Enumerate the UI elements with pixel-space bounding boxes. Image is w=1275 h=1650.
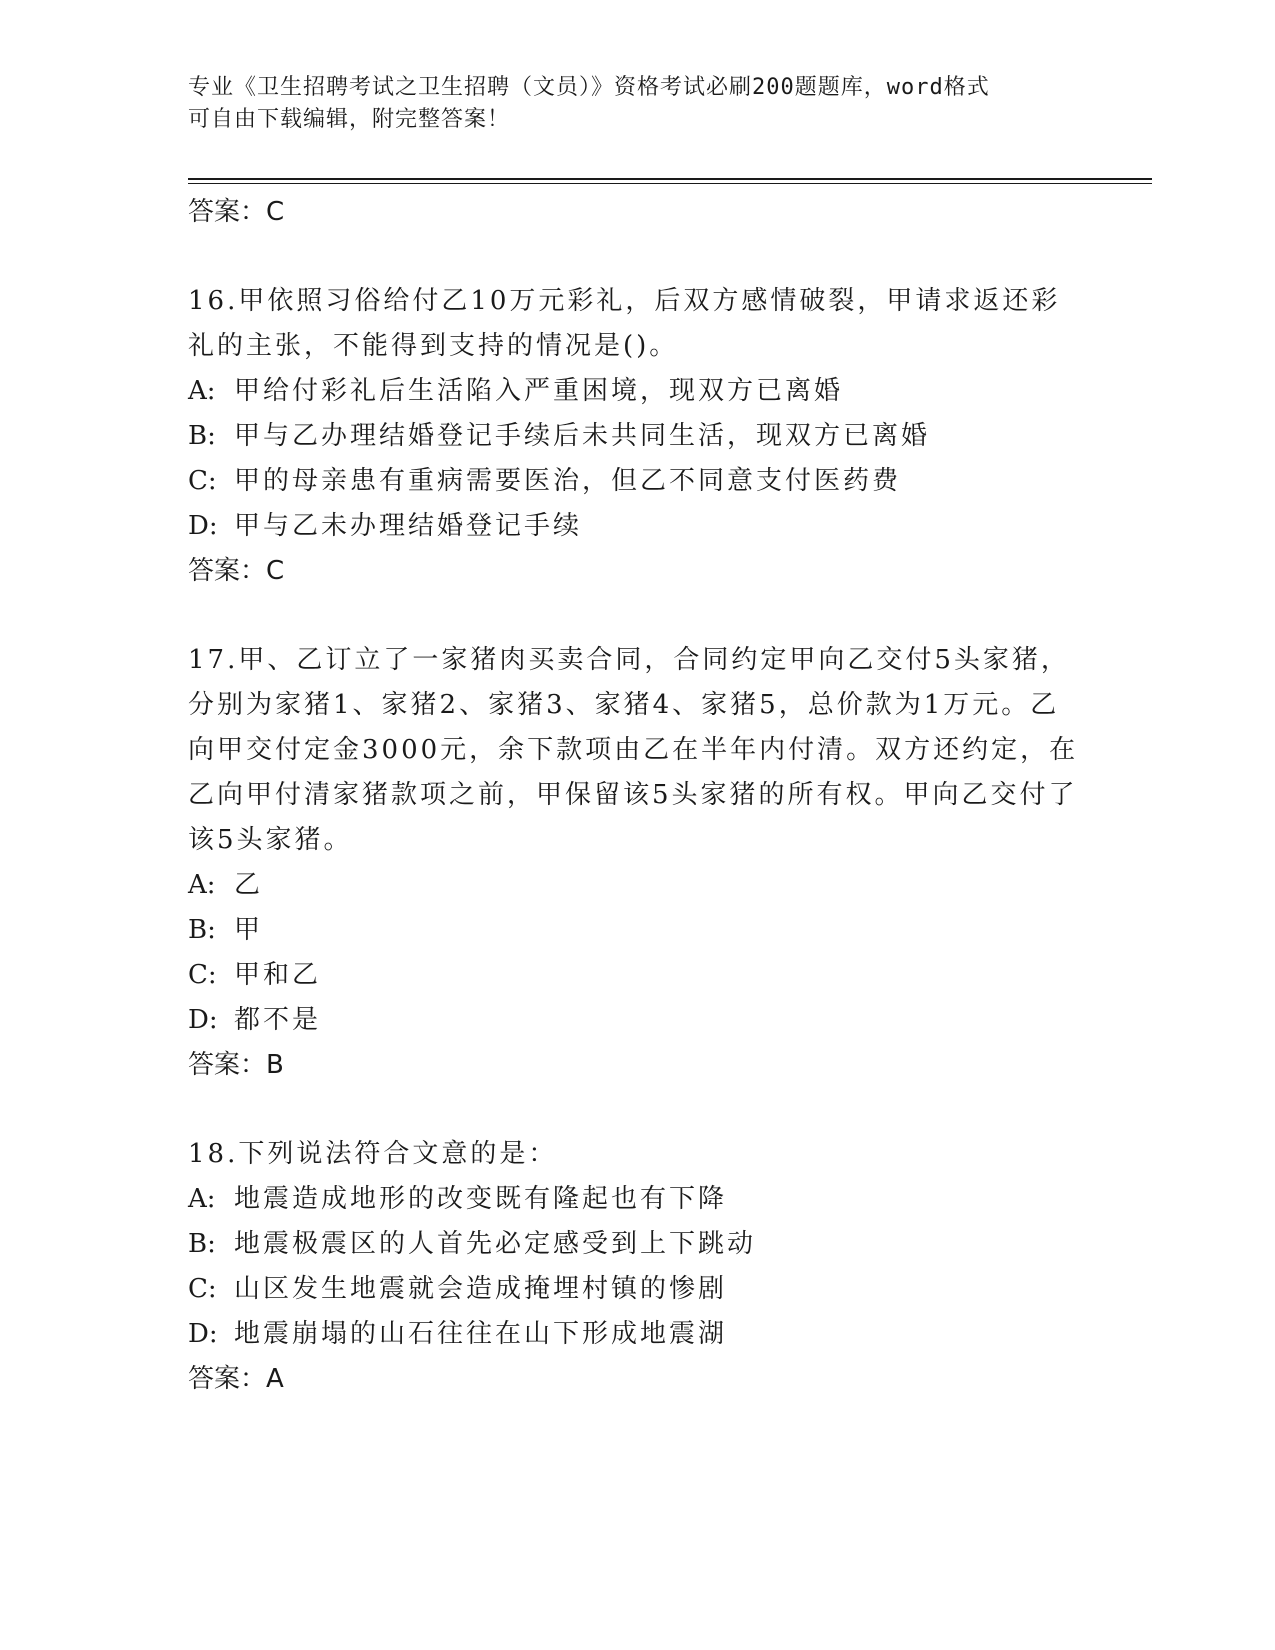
header-divider-thin bbox=[188, 183, 1152, 184]
option-text: 甲与乙未办理结婚登记手续 bbox=[234, 511, 583, 541]
option-letter: C: bbox=[188, 1274, 217, 1304]
option-d bbox=[188, 998, 1088, 1043]
option-text: 乙 bbox=[234, 870, 264, 900]
option-text: 甲与乙办理结婚登记手续后未共同生活，现双方已离婚 bbox=[234, 421, 931, 451]
option-b bbox=[188, 414, 1088, 459]
document-header bbox=[188, 72, 1088, 136]
option-letter: B: bbox=[188, 915, 216, 945]
option-text: 甲的母亲患有重病需要医治，但乙不同意支付医药费 bbox=[234, 466, 902, 496]
option-a bbox=[188, 1177, 1088, 1222]
answer-line: 答案：B bbox=[188, 1050, 284, 1080]
header-line-2: 可自由下载编辑，附完整答案！ bbox=[188, 107, 511, 132]
question-text: 17.甲、乙订立了一家猪肉买卖合同，合同约定甲向乙交付5头家猪，分别为家猪1、家猪2、家猪3、家猪4、家猪5，总价款为1万元。乙向甲交付定金3000元，余下款项由乙在半年内付清。双方还约定，在乙向甲付清家猪款项之前，甲保留该5头家猪的所有权。甲向乙交付了该5头家猪。 bbox=[188, 645, 1079, 855]
answer-line: 答案：A bbox=[188, 1364, 284, 1394]
option-b bbox=[188, 1222, 1088, 1267]
option-text: 山区发生地震就会造成掩埋村镇的惨剧 bbox=[234, 1274, 728, 1304]
question-item bbox=[188, 1132, 1088, 1401]
question-item bbox=[188, 638, 1088, 1087]
option-text: 地震造成地形的改变既有隆起也有下降 bbox=[234, 1184, 728, 1214]
question-list bbox=[188, 190, 1088, 1401]
question-text: 16.甲依照习俗给付乙10万元彩礼，后双方感情破裂，甲请求返还彩礼的主张，不能得到支持的情况是()。 bbox=[188, 286, 1061, 361]
option-c bbox=[188, 953, 1088, 998]
option-letter: C: bbox=[188, 960, 217, 990]
option-letter: C: bbox=[188, 466, 217, 496]
option-text: 地震极震区的人首先必定感受到上下跳动 bbox=[234, 1229, 757, 1259]
option-d bbox=[188, 1312, 1088, 1357]
option-b bbox=[188, 908, 1088, 953]
option-text: 甲和乙 bbox=[234, 960, 322, 990]
option-text: 甲 bbox=[234, 915, 264, 945]
option-a bbox=[188, 863, 1088, 908]
option-text: 地震崩塌的山石往往在山下形成地震湖 bbox=[234, 1319, 728, 1349]
option-d bbox=[188, 504, 1088, 549]
option-text: 都不是 bbox=[234, 1005, 322, 1035]
option-letter: A: bbox=[188, 376, 216, 406]
option-text: 甲给付彩礼后生活陷入严重困境，现双方已离婚 bbox=[234, 376, 844, 406]
option-letter: B: bbox=[188, 421, 216, 451]
option-letter: A: bbox=[188, 870, 216, 900]
answer-line: 答案：C bbox=[188, 556, 285, 586]
option-letter: D: bbox=[188, 1319, 218, 1349]
option-a bbox=[188, 369, 1088, 414]
option-c bbox=[188, 459, 1088, 504]
option-letter: A: bbox=[188, 1184, 216, 1214]
header-divider-thick bbox=[188, 178, 1152, 180]
header-line-1: 专业《卫生招聘考试之卫生招聘（文员）》资格考试必刷200题题库，word格式 bbox=[188, 75, 990, 100]
option-letter: D: bbox=[188, 1005, 218, 1035]
question-item bbox=[188, 279, 1088, 593]
option-c bbox=[188, 1267, 1088, 1312]
option-letter: D: bbox=[188, 511, 218, 541]
option-letter: B: bbox=[188, 1229, 216, 1259]
question-text: 18.下列说法符合文意的是： bbox=[188, 1139, 558, 1169]
answer-line: 答案：C bbox=[188, 197, 285, 227]
